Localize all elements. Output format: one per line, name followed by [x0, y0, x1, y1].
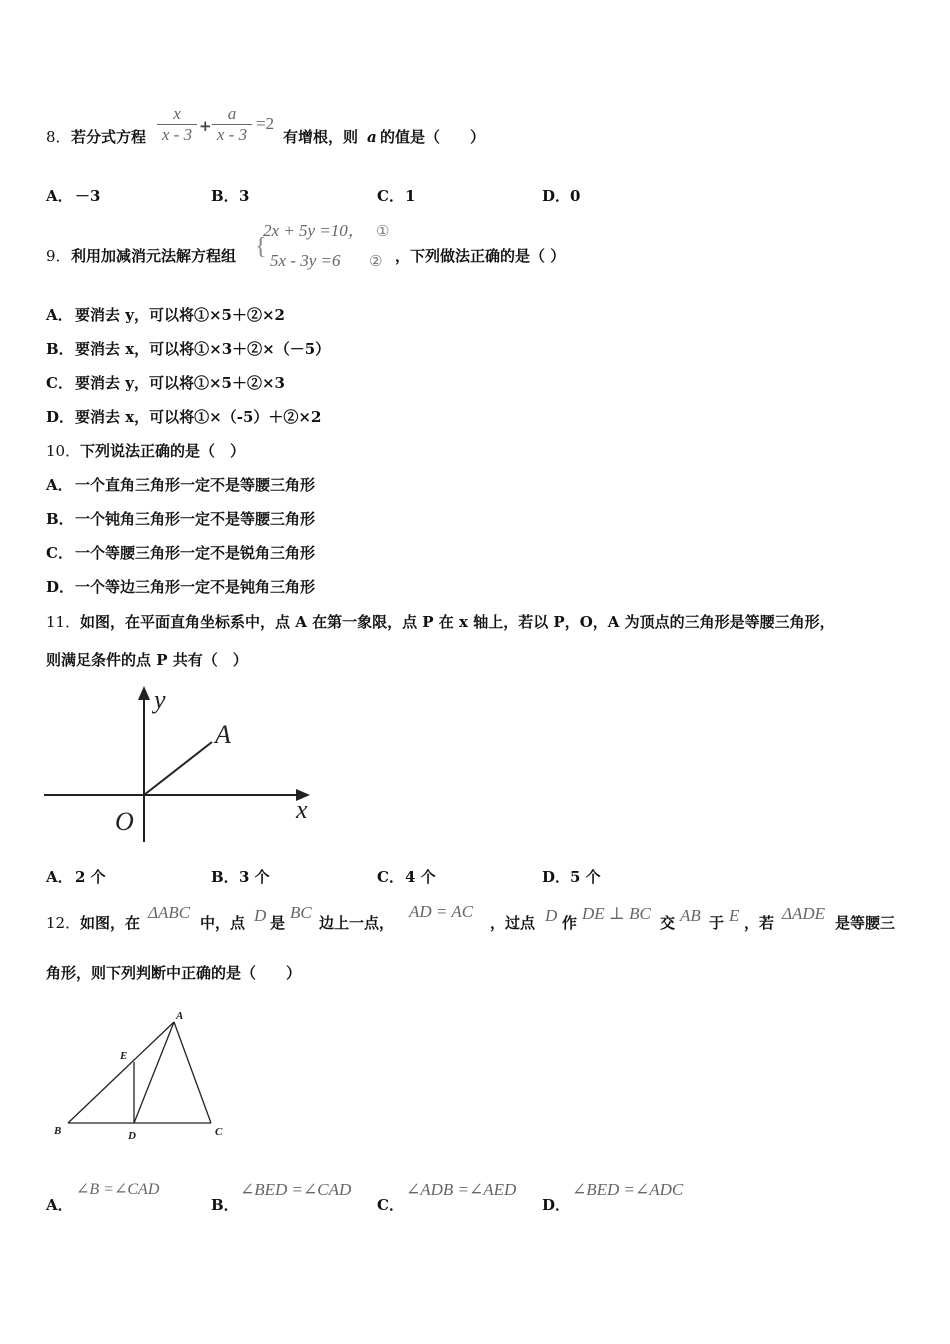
q11-option-b-letter: B．: [211, 868, 239, 886]
q9-equation-2: 5x - 3y =6: [270, 251, 341, 270]
q11-option-b: 3 个: [239, 868, 270, 886]
q12-math-1: ΔABC: [148, 903, 191, 922]
q12-stem-line-2: 角形，则下列判断中正确的是（ ）: [46, 964, 302, 982]
q12-math-9: ΔADE: [782, 904, 826, 923]
q11-number: 11．: [46, 613, 81, 631]
q12-text-3: 是: [270, 914, 286, 932]
q12-label-e: E: [120, 1050, 128, 1062]
q10-option-b: 一个钝角三角形一定不是等腰三角形: [75, 510, 316, 528]
q9-option-b: 要消去 x，可以将①×3＋②×（－5）: [75, 340, 331, 358]
q8-option-b: 3: [239, 187, 250, 205]
q12-math-8: E: [729, 906, 740, 925]
q11-coordinate-figure: [44, 684, 320, 846]
q9-equation-1: 2x + 5y =10，: [263, 221, 365, 240]
q12-math-2: D: [254, 906, 267, 925]
q12-option-d-letter: D．: [542, 1196, 571, 1214]
q9-option-a: 要消去 y，可以将①×5＋②×2: [75, 306, 285, 324]
q11-y-label: y: [154, 685, 166, 714]
q12-option-a: ∠B =∠CAD: [76, 1181, 160, 1198]
q9-prefix: 利用加减消元法解方程组: [71, 247, 237, 265]
q12-segment-ac: [174, 1022, 211, 1123]
q8-fraction-2: a x - 3: [212, 104, 252, 145]
q10-option-a-letter: A．: [46, 476, 73, 494]
q8-fraction-1: x x - 3: [157, 104, 197, 145]
q9-option-c: 要消去 y，可以将①×5＋②×3: [75, 374, 285, 392]
q8-suffix-b: 的值是（ ）: [380, 128, 486, 146]
q12-option-d: ∠BED =∠ADC: [572, 1180, 684, 1199]
q8-plus: +: [199, 117, 212, 135]
q10-option-a: 一个直角三角形一定不是等腰三角形: [75, 476, 316, 494]
q12-segment-ad: [134, 1022, 174, 1123]
q8-option-c-letter: C．: [377, 187, 404, 205]
q8-number: 8．: [46, 128, 71, 146]
q11-option-a: 2 个: [75, 868, 106, 886]
q12-number: 12．: [46, 914, 81, 932]
q12-text-10: 是等腰三: [835, 914, 896, 932]
q12-text-6: 作: [562, 914, 578, 932]
q11-stem-line-1: 如图，在平面直角坐标系中，点 A 在第一象限，点 P 在 x 轴上，若以 P，O，A 为顶点的三角形是等腰三角形，: [80, 613, 835, 631]
q12-label-b: B: [54, 1125, 62, 1137]
q11-stem-line-2: 则满足条件的点 P 共有（ ）: [46, 651, 248, 669]
q12-math-6: DE ⊥ BC: [582, 904, 651, 923]
q8-prefix: 若分式方程: [71, 128, 147, 146]
q8-option-a-letter: A．: [46, 187, 73, 205]
q12-segment-ba: [68, 1022, 174, 1123]
q8-option-c: 1: [405, 187, 416, 205]
q12-triangle-figure: [50, 1008, 230, 1144]
q11-x-label: x: [296, 795, 308, 824]
q12-text-2: 中，点: [200, 914, 246, 932]
q12-text-4: 边上一点，: [319, 914, 395, 932]
q10-stem: 下列说法正确的是（ ）: [80, 442, 246, 460]
q8-option-b-letter: B．: [211, 187, 239, 205]
q11-point-a-label: A: [215, 720, 231, 749]
q12-text-7: 交: [660, 914, 676, 932]
q9-option-d: 要消去 x，可以将①×（-5）＋②×2: [75, 408, 322, 426]
q12-label-d: D: [128, 1130, 136, 1142]
q12-math-7: AB: [680, 906, 701, 925]
q8-option-d-letter: D．: [542, 187, 571, 205]
q11-option-c: 4 个: [405, 868, 436, 886]
q9-number: 9．: [46, 247, 71, 265]
q12-option-a-letter: A．: [46, 1196, 73, 1214]
q8-option-a: －3: [75, 187, 101, 205]
q11-segment-oa: [144, 742, 212, 795]
q12-option-c-letter: C．: [377, 1196, 404, 1214]
q12-math-4: AD = AC: [409, 902, 474, 921]
q11-option-c-letter: C．: [377, 868, 404, 886]
q8-variable: a: [367, 128, 377, 146]
q10-option-c: 一个等腰三角形一定不是锐角三角形: [75, 544, 316, 562]
q12-math-5: D: [545, 906, 558, 925]
q12-option-b: ∠BED =∠CAD: [240, 1180, 352, 1199]
q8-equals: =2: [256, 114, 275, 133]
q8-suffix-a: 有增根，则: [283, 128, 359, 146]
q10-option-b-letter: B．: [46, 510, 74, 528]
q9-suffix: ，下列做法正确的是（ ）: [395, 247, 566, 265]
q10-option-c-letter: C．: [46, 544, 73, 562]
q12-text-8: 于: [709, 914, 725, 932]
q10-number: 10．: [46, 442, 81, 460]
q12-math-3: BC: [290, 903, 312, 922]
q12-text-5: ，过点: [490, 914, 536, 932]
q11-option-d-letter: D．: [542, 868, 571, 886]
q10-option-d: 一个等边三角形一定不是钝角三角形: [75, 578, 316, 596]
q9-option-d-letter: D．: [46, 408, 75, 426]
q12-option-c: ∠ADB =∠AED: [406, 1180, 517, 1199]
q11-y-arrow: [138, 686, 150, 700]
q9-brace: {: [255, 234, 267, 260]
q12-text-9: ，若: [744, 914, 775, 932]
q12-label-c: C: [215, 1126, 223, 1138]
q11-origin-label: O: [115, 807, 134, 836]
q9-option-b-letter: B．: [46, 340, 74, 358]
q11-option-a-letter: A．: [46, 868, 73, 886]
q9-option-a-letter: A．: [46, 306, 73, 324]
q9-mark-1: ①: [376, 224, 390, 240]
q12-text-1: 如图，在: [80, 914, 141, 932]
q8-option-d: 0: [570, 187, 581, 205]
q9-option-c-letter: C．: [46, 374, 73, 392]
q12-label-a: A: [176, 1010, 184, 1022]
q12-option-b-letter: B．: [211, 1196, 239, 1214]
q9-mark-2: ②: [369, 254, 383, 270]
q10-option-d-letter: D．: [46, 578, 75, 596]
q11-option-d: 5 个: [570, 868, 601, 886]
